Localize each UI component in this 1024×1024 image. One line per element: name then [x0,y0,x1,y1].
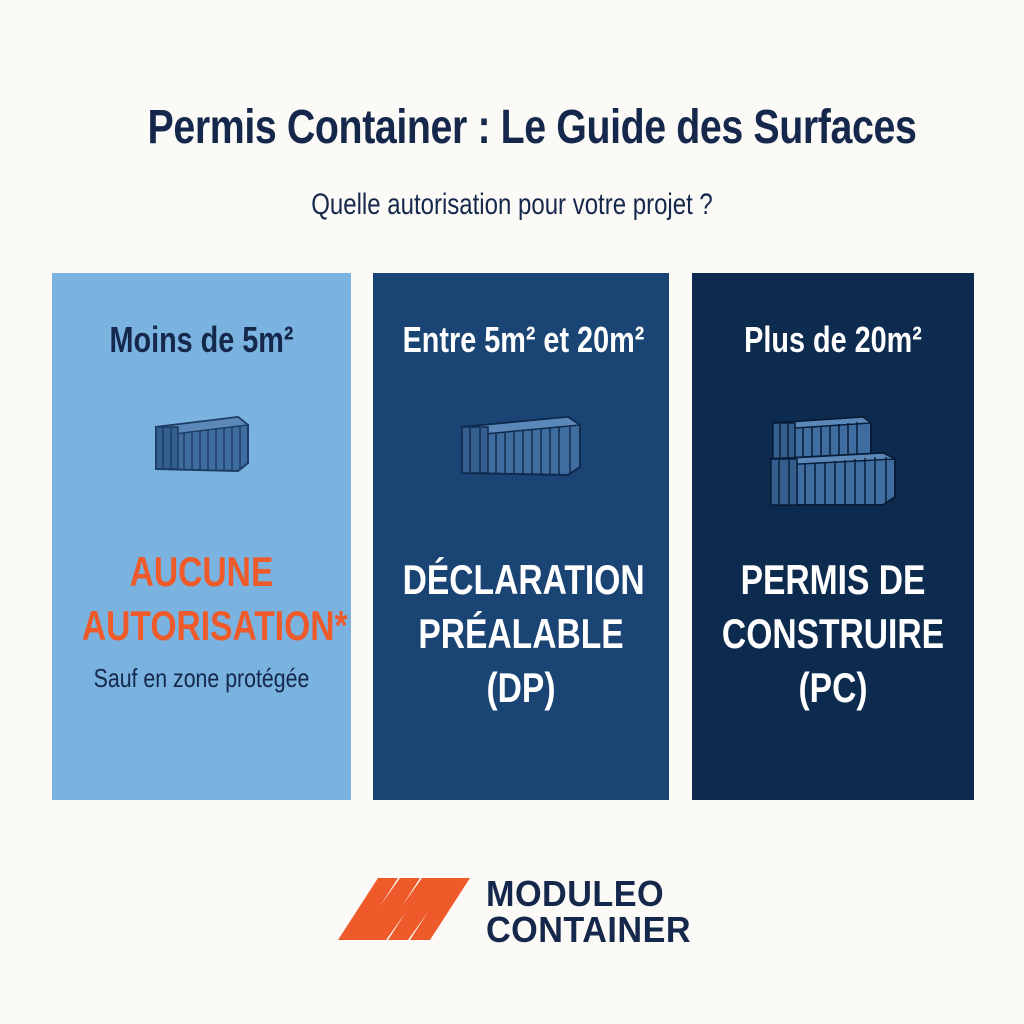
logo-line2: CONTAINER [486,909,692,950]
stacked-containers-icon [692,413,974,514]
authorization-result [720,553,946,715]
result-line: (PC) [798,664,868,711]
result-line: AUCUNE [129,548,274,595]
single-container-icon [373,413,669,484]
card-5-to-20m2 [373,273,669,800]
result-line: AUTORISATION* [81,602,348,649]
result-line: (DP) [486,664,556,711]
logo-wordmark [486,873,692,950]
card-note: Sauf en zone protégée [93,663,310,693]
page-title: Permis Container : Le Guide des Surfaces [147,101,917,154]
card-heading: Entre 5m² et 20m² [402,319,645,360]
moduleo-logo [338,872,698,952]
result-line: PRÉALABLE [418,610,624,657]
result-line: DÉCLARATION [402,556,645,603]
authorization-result [402,553,645,715]
logo-line1: MODULEO [486,873,665,914]
authorization-result [81,545,348,653]
result-line: CONSTRUIRE [721,610,945,657]
card-over-20m2 [692,273,974,800]
moduleo-logo-mark-icon [338,878,474,942]
card-under-5m2 [52,273,351,800]
result-line: PERMIS DE [740,556,926,603]
page-subtitle: Quelle autorisation pour votre projet ? [311,188,713,221]
card-heading: Plus de 20m² [744,319,922,360]
single-container-icon [52,413,351,480]
card-heading: Moins de 5m² [109,319,294,360]
